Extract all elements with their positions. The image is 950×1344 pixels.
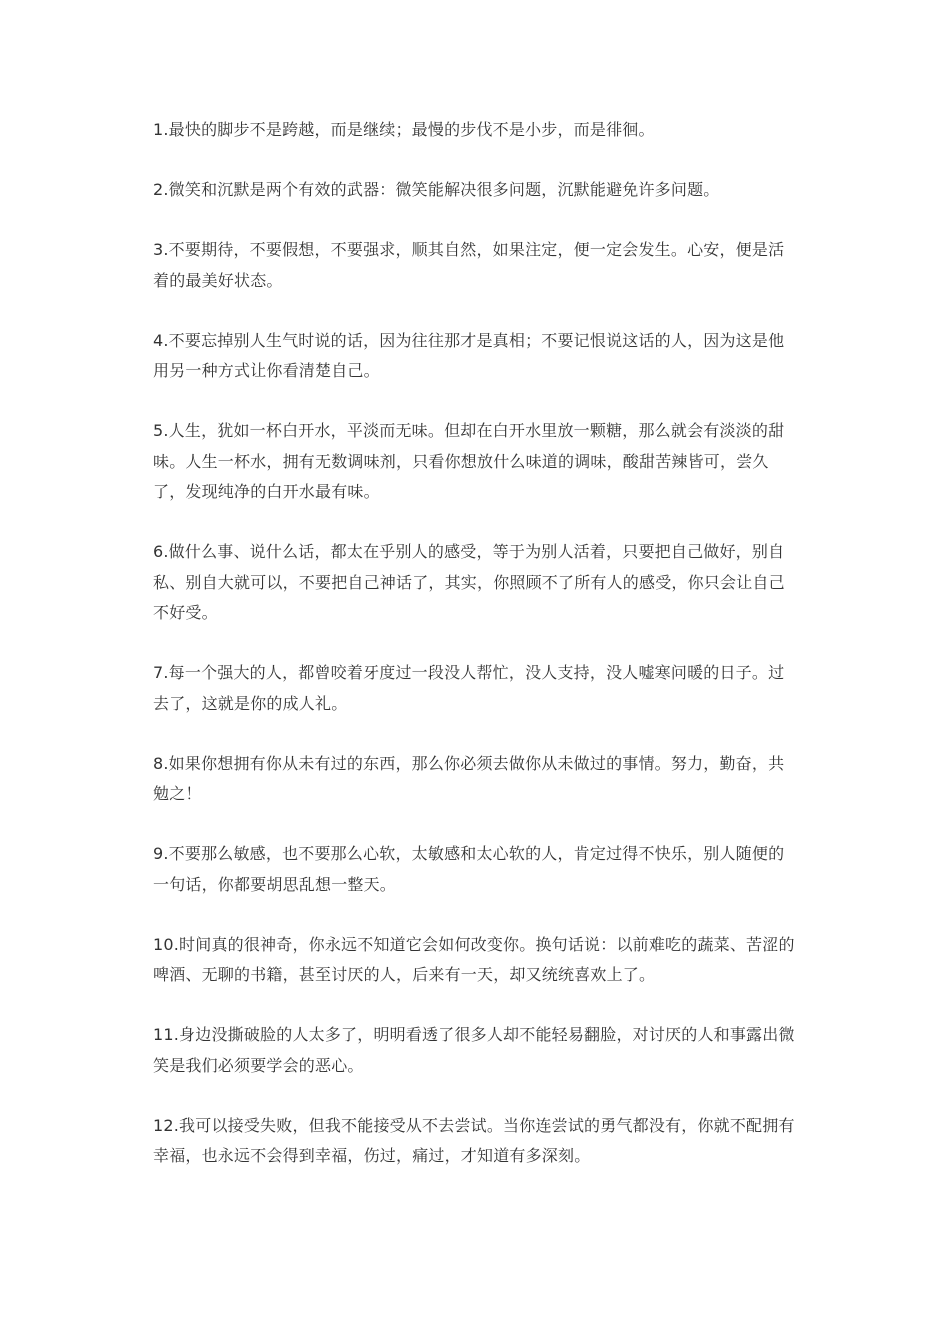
paragraph-10: 10.时间真的很神奇，你永远不知道它会如何改变你。换句话说：以前难吃的蔬菜、苦涩的啤酒、无聊的书籍，甚至讨厌的人，后来有一天，却又统统喜欢上了。	[153, 934, 795, 984]
paragraph-1: 1.最快的脚步不是跨越，而是继续；最慢的步伐不是小步，而是徘徊。	[153, 120, 655, 139]
paragraph-4: 4.不要忘掉别人生气时说的话，因为往往那才是真相；不要记恨说这话的人，因为这是他用另一种方式让你看清楚自己。	[153, 330, 785, 380]
paragraph-6: 6.做什么事、说什么话，都太在乎别人的感受，等于为别人活着，只要把自己做好，别自私、别自大就可以，不要把自己神话了，其实，你照顾不了所有人的感受，你只会让自己不好受。	[153, 542, 785, 622]
paragraph-9: 9.不要那么敏感，也不要那么心软，太敏感和太心软的人，肯定过得不快乐，别人随便的一句话，你都要胡思乱想一整天。	[153, 844, 785, 894]
paragraph-12: 12.我可以接受失败，但我不能接受从不去尝试。当你连尝试的勇气都没有，你就不配拥有幸福，也永远不会得到幸福，伤过，痛过，才知道有多深刻。	[153, 1115, 795, 1165]
paragraph-3: 3.不要期待，不要假想，不要强求，顺其自然，如果注定，便一定会发生。心安，便是活着的最美好状态。	[153, 240, 785, 290]
paragraph-2: 2.微笑和沉默是两个有效的武器：微笑能解决很多问题，沉默能避免许多问题。	[153, 180, 720, 199]
paragraph-11: 11.身边没撕破脸的人太多了，明明看透了很多人却不能轻易翻脸，对讨厌的人和事露出微笑是我们必须要学会的恶心。	[153, 1025, 795, 1075]
document-body	[153, 115, 798, 1201]
paragraph-7: 7.每一个强大的人，都曾咬着牙度过一段没人帮忙，没人支持，没人嘘寒问暖的日子。过去了，这就是你的成人礼。	[153, 663, 785, 713]
paragraph-8: 8.如果你想拥有你从未有过的东西，那么你必须去做你从未做过的事情。努力，勤奋，共勉之！	[153, 753, 785, 803]
paragraph-5: 5.人生，犹如一杯白开水，平淡而无味。但却在白开水里放一颗糖，那么就会有淡淡的甜味。人生一杯水，拥有无数调味剂，只看你想放什么味道的调味，酸甜苦辣皆可，尝久了，发现纯净的白开水最有味。	[153, 421, 785, 501]
